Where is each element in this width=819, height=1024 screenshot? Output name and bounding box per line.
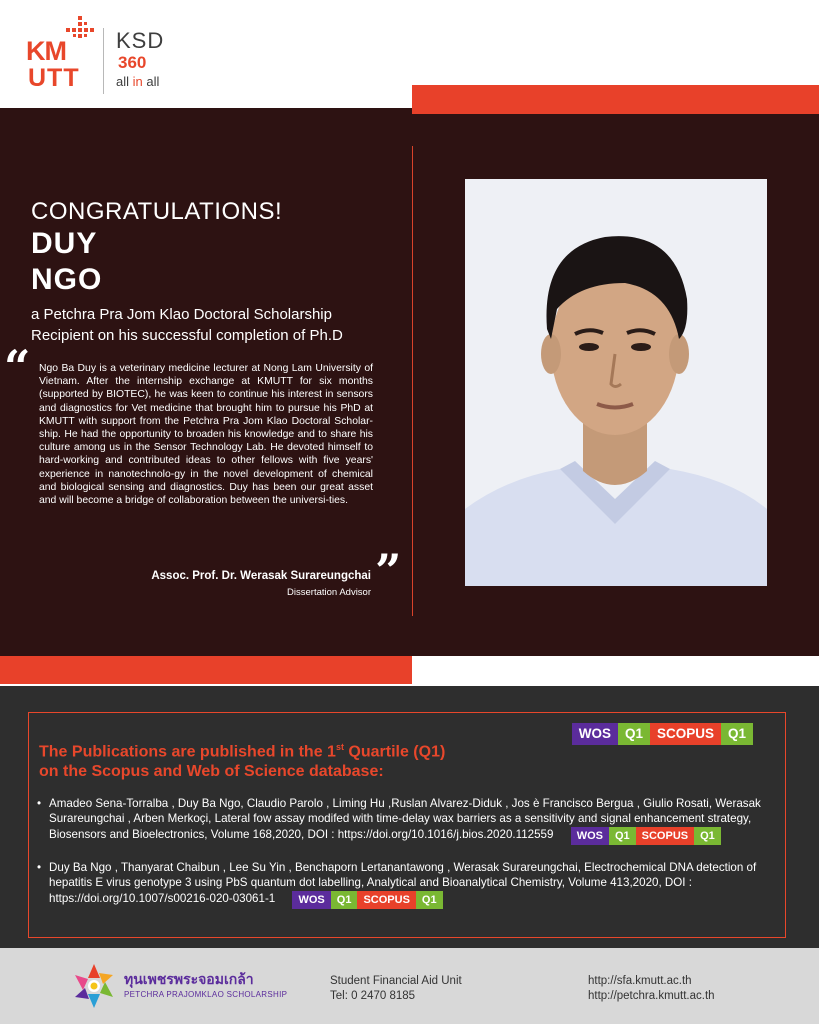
advisor-role: Dissertation Advisor (287, 587, 371, 598)
red-accent-bar-bottom (0, 656, 412, 684)
publication-badges (292, 891, 442, 909)
subtitle-line-2: Recipient on his successful completion of Ph.D (31, 327, 343, 344)
wos-badge: WOS (572, 723, 618, 745)
wos-badge: WOS (292, 891, 330, 909)
scholarship-thai-name: ทุนเพชรพระจอมเกล้า (124, 971, 254, 987)
tagline-in: in (132, 74, 143, 89)
q1-badge: Q1 (331, 891, 358, 909)
ksd360-logo[interactable] (116, 30, 186, 100)
scopus-badge: SCOPUS (357, 891, 415, 909)
q1-badge: Q1 (618, 723, 650, 745)
publications-box (28, 712, 786, 938)
testimonial-text: Ngo Ba Duy is a veterinary medicine lecturer at Nong Lam University of Vietnam. After the internship exchange at KMUTT for six months (supported by BIOTEC), he was keen to continue his interest in sensors and diagnostics for Vet medicine that brought him to pursue his PhD at KMUTT with support from the Petchra Pra Jom Klao Doctoral Scholar-ship. He had the opportunity to broaden his knowledge and to share his culture among us in the Sensor Technology Lab. He devoted himself to hard-working and contributed ideas to other fellows with five years' experience in nanotechnolo-gy in the novel development of chemical and biological sensing and diagnostics. Duy has been our great asset and will become a bridge of collaboration between the universi-ties. (39, 363, 373, 507)
kmutt-logo-utt: UTT (28, 64, 80, 92)
scopus-badge: SCOPUS (636, 827, 694, 845)
hero-section (0, 108, 819, 686)
subtitle-line-1: a Petchra Pra Jom Klao Doctoral Scholarship (31, 306, 332, 323)
logo-divider (103, 28, 104, 94)
ksd-logo-360: 360 (118, 53, 147, 72)
bullet: • (37, 861, 42, 874)
link-sfa[interactable]: http://sfa.kmutt.ac.th (588, 975, 692, 987)
close-quote-icon: ” (375, 544, 402, 598)
tagline-post: all (142, 74, 160, 89)
recipient-name (31, 226, 102, 298)
telephone[interactable]: Tel: 0 2470 8185 (330, 990, 416, 1002)
advisor-name: Assoc. Prof. Dr. Werasak Surareungchai (151, 570, 371, 582)
link-petchra[interactable]: http://petchra.kmutt.ac.th (588, 990, 715, 1002)
vertical-divider (412, 146, 413, 616)
open-quote-icon: “ (4, 340, 31, 394)
portrait-illustration (465, 179, 767, 586)
publication-item (37, 797, 777, 844)
ksd-logo-text: KSD (116, 28, 165, 53)
q1-badge: Q1 (721, 723, 753, 745)
ksd-logo-tagline (116, 75, 159, 88)
scholarship-subtitle (31, 304, 401, 346)
heading-line-2: on the Scopus and Web of Science database: (39, 763, 384, 781)
unit-name: Student Financial Aid Unit (330, 975, 462, 987)
publication-citation[interactable]: Duy Ba Ngo , Thanyarat Chaibun , Lee Su Yin , Benchaporn Lertanantawong , Werasak Surareungchai, Electrochemical DNA detection of hepatitis E virus genotype 3 using PbS quantum dot labelling, Analytical and Bioanalytical Chemistry, Volume 413,2020, DOI : https://doi.org/10.1007/s00216-020-03061-1 (49, 861, 757, 906)
congrats-heading: CONGRATULATIONS! (31, 198, 283, 225)
q1-badge: Q1 (609, 827, 636, 845)
website-links (588, 974, 715, 1004)
bullet: • (37, 797, 42, 810)
heading-line-1-pre: The Publications are published in the 1 (39, 743, 336, 761)
heading-superscript: st (335, 742, 344, 752)
publication-badges (571, 827, 721, 845)
hero-white-strip (412, 656, 819, 686)
first-name: DUY (31, 227, 98, 260)
q1-badge: Q1 (694, 827, 721, 845)
kmutt-plus-icon (64, 14, 98, 48)
tagline-pre: all (116, 74, 133, 89)
publication-citation[interactable]: Amadeo Sena-Torralba , Duy Ba Ngo, Claudio Parolo , Liming Hu ,Ruslan Alvarez-Diduk , Jos è Francisco Bergua , Giulio Rosati, Werasak Surareungchai , Arben Merkoçi, Lateral fow assay modifed with time-delay wax barriers as a sensitivity and signal enhancement strategy, Biosensors and Bioelectronics, Volume 168,2020, DOI : https://doi.org/10.1016/j.bios.2020.112559 (49, 797, 761, 842)
scholarship-english-name: PETCHRA PRAJOMKLAO SCHOLARSHIP (124, 990, 288, 999)
scopus-badge: SCOPUS (650, 723, 721, 745)
kmutt-logo[interactable] (26, 14, 92, 94)
heading-line-1-post: Quartile (Q1) (343, 743, 446, 761)
heading-line-1 (39, 737, 445, 762)
q1-badge: Q1 (416, 891, 443, 909)
last-name: NGO (31, 263, 103, 296)
wos-badge: WOS (571, 827, 609, 845)
publication-item (37, 861, 777, 908)
contact-info (330, 974, 462, 1004)
publications-section (0, 686, 819, 948)
publications-heading (39, 737, 445, 782)
recipient-photo (465, 179, 767, 586)
footer (0, 948, 819, 1024)
index-badges (572, 723, 753, 745)
petchra-flower-logo[interactable] (70, 962, 118, 1010)
kmutt-logo-km: KM (26, 36, 66, 66)
red-accent-bar-top (412, 85, 819, 114)
